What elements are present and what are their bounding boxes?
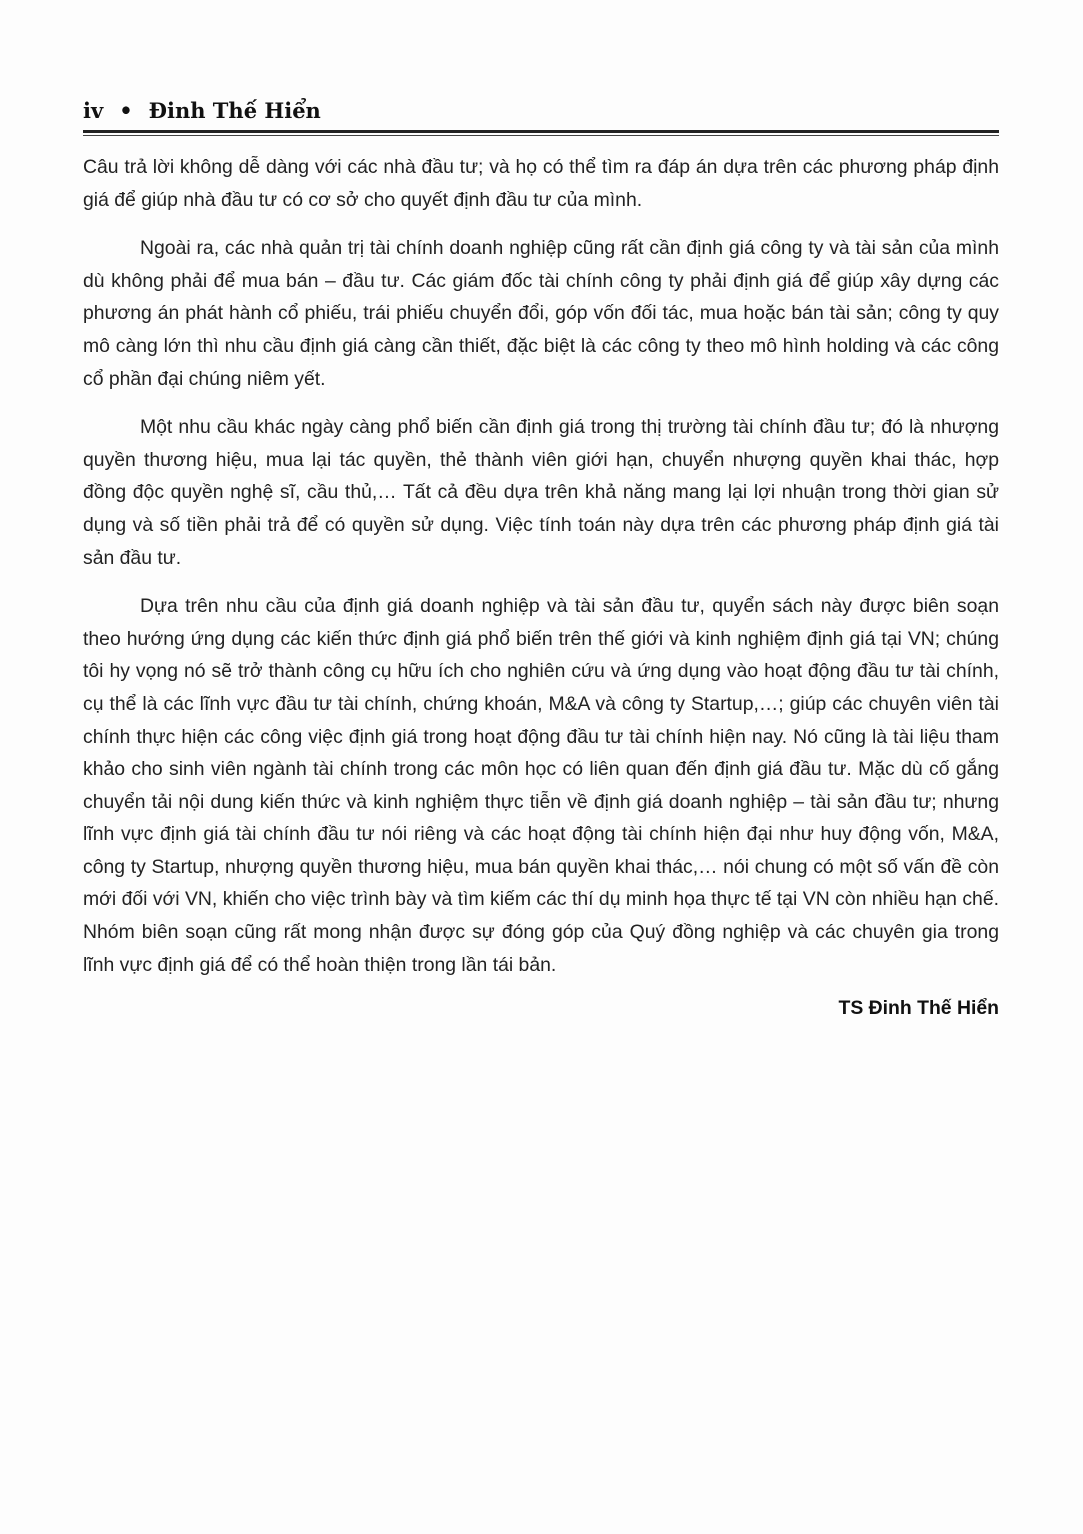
- body-text: [83, 151, 999, 981]
- running-header: [83, 96, 999, 130]
- header-bullet: •: [119, 98, 133, 123]
- book-page: [83, 96, 999, 1020]
- author-signature: TS Đinh Thế Hiển: [838, 997, 999, 1020]
- page-number: iv: [83, 98, 104, 123]
- header-rule-thick: [83, 130, 999, 133]
- paragraph-continued: Câu trả lời không dễ dàng với các nhà đầu tư; và họ có thể tìm ra đáp án dựa trên các phương pháp định giá để giúp nhà đầu tư có cơ sở cho quyết định đầu tư của mình.: [83, 156, 999, 211]
- paragraph: Một nhu cầu khác ngày càng phổ biến cần định giá trong thị trường tài chính đầu tư; đó là nhượng quyền thương hiệu, mua lại tác quyền, thẻ thành viên giới hạn, chuyển nhượng quyền khai thác, hợp đồng độc quyền nghệ sĩ, cầu thủ,… Tất cả đều dựa trên khả năng mang lại lợi nhuận trong thời gian sử dụng và số tiền phải trả để có quyền sử dụng. Việc tính toán này dựa trên các phương pháp định giá tài sản đầu tư.: [83, 416, 999, 569]
- paragraph: Ngoài ra, các nhà quản trị tài chính doanh nghiệp cũng rất cần định giá công ty và tài sản của mình dù không phải để mua bán – đầu tư. Các giám đốc tài chính công ty phải định giá để giúp xây dựng các phương án phát hành cổ phiếu, trái phiếu chuyển đổi, góp vốn đối tác, mua hoặc bán tài sản; công ty quy mô càng lớn thì nhu cầu định giá càng cần thiết, đặc biệt là các công ty theo mô hình holding và các công cổ phần đại chúng niêm yết.: [83, 237, 999, 390]
- header-author: Đinh Thế Hiển: [148, 98, 321, 123]
- paragraph: Dựa trên nhu cầu của định giá doanh nghiệp và tài sản đầu tư, quyển sách này được biên soạn theo hướng ứng dụng các kiến thức định giá phổ biến trên thế giới và kinh nghiệm định giá tại VN; chúng tôi hy vọng nó sẽ trở thành công cụ hữu ích cho nghiên cứu và ứng dụng vào hoạt động đầu tư tài chính, cụ thể là các lĩnh vực đầu tư tài chính, chứng khoán, M&A và công ty Startup,…; giúp các chuyên viên tài chính thực hiện các công việc định giá trong hoạt động đầu tư tài chính hiện nay. Nó cũng là tài liệu tham khảo cho sinh viên ngành tài chính trong các môn học có liên quan đến định giá đầu tư. Mặc dù cố gắng chuyển tải nội dung kiến thức và kinh nghiệm thực tiễn về định giá doanh nghiệp – tài sản đầu tư; nhưng lĩnh vực định giá tài chính đầu tư nói riêng và các hoạt động tài chính hiện đại như huy động vốn, M&A, công ty Startup, nhượng quyền thương hiệu, mua bán quyền khai thác,… nói chung có một số vấn đề còn mới đối với VN, khiến cho việc trình bày và tìm kiếm các thí dụ minh họa thực tế tại VN còn nhiều hạn chế. Nhóm biên soạn cũng rất mong nhận được sự đóng góp của Quý đồng nghiệp và các chuyên gia trong lĩnh vực định giá để có thể hoàn thiện trong lần tái bản.: [83, 595, 999, 976]
- header-rule-thin: [83, 135, 999, 136]
